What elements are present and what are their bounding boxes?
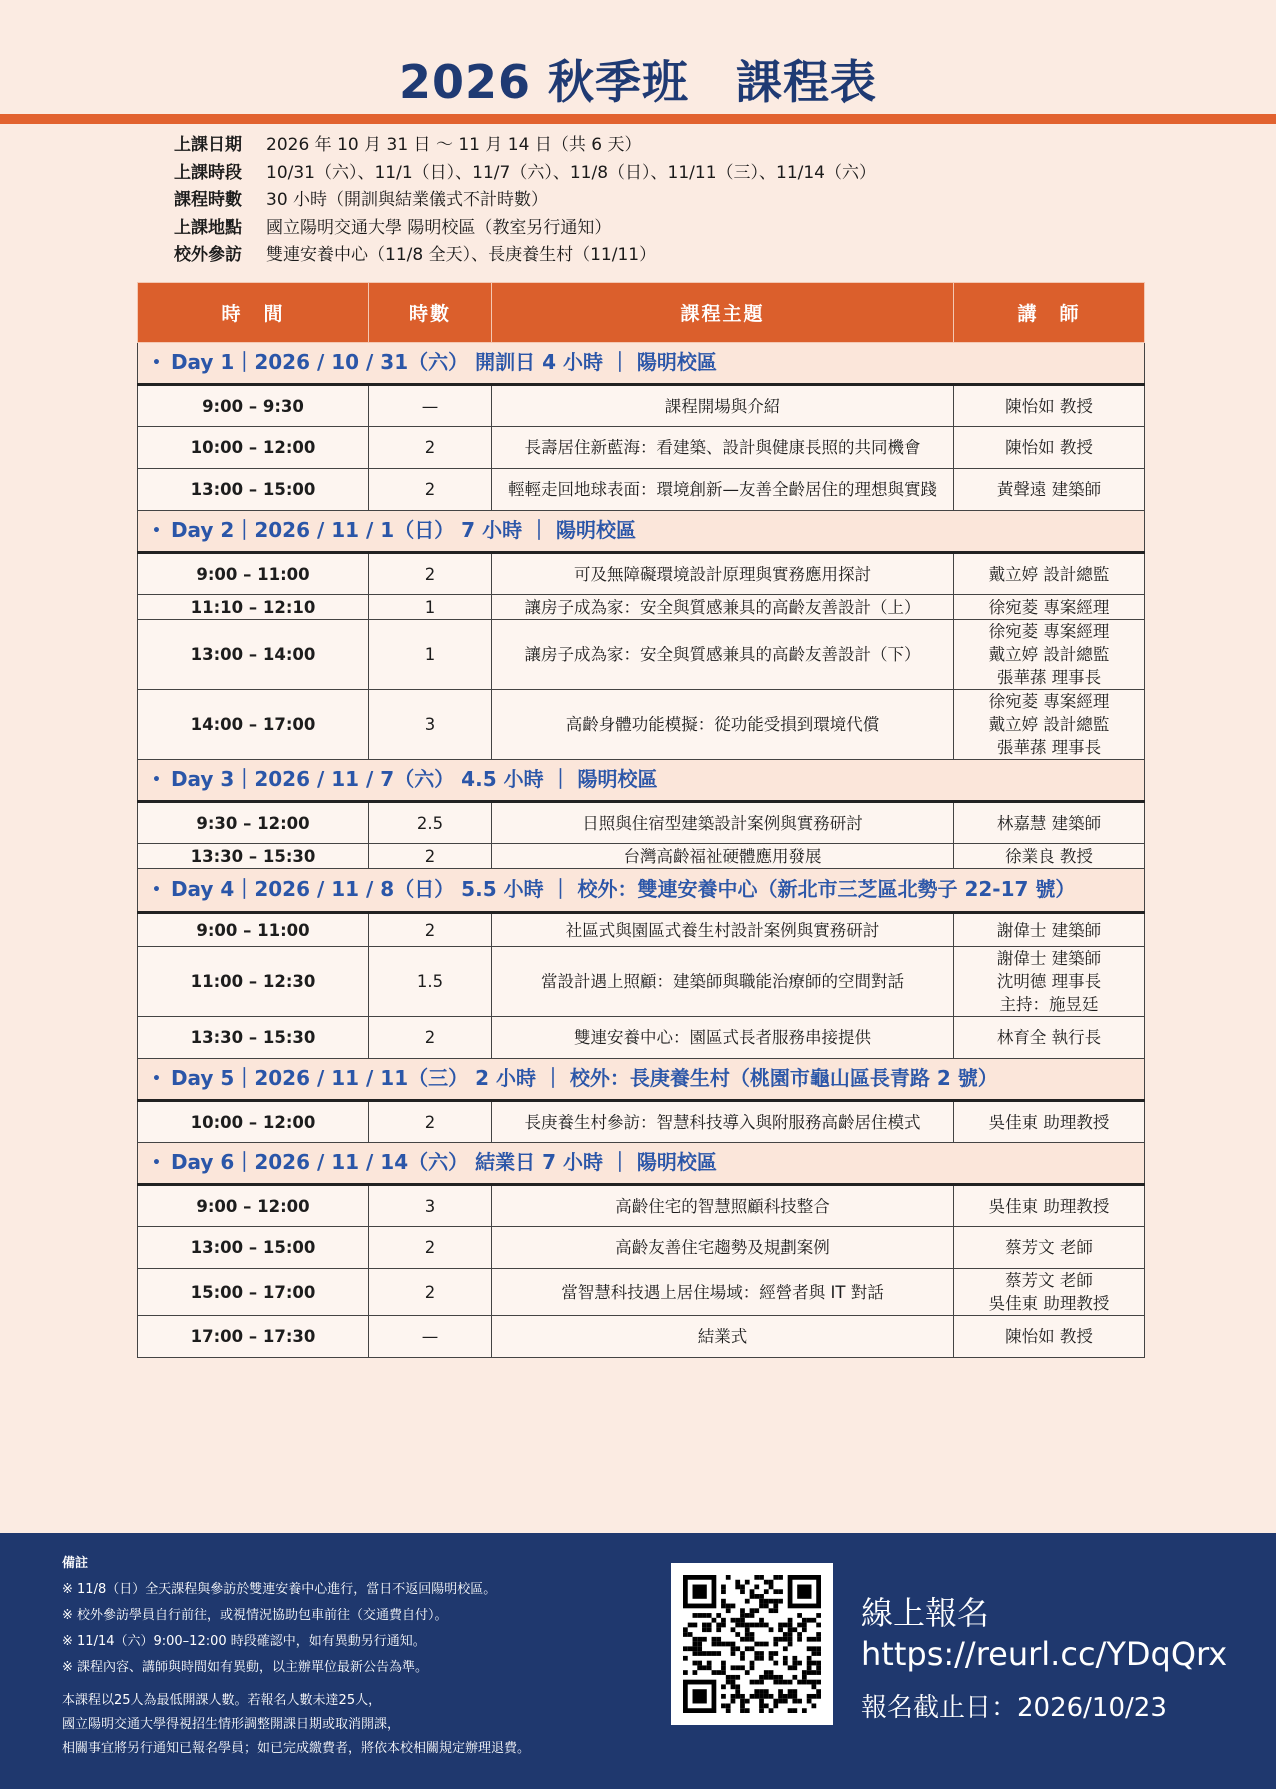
hours-cell: 3 — [369, 1185, 492, 1227]
day-header-row — [138, 343, 1145, 385]
teacher-name: 張華蓀 理事長 — [996, 668, 1102, 687]
teacher-cell — [954, 1017, 1145, 1059]
teacher-name: 徐宛菱 專案經理 — [988, 622, 1110, 641]
day-header — [138, 1059, 1145, 1101]
header-time: 時 間 — [138, 283, 369, 343]
teacher-name: 陳怡如 教授 — [1005, 1327, 1093, 1346]
teacher-cell — [954, 690, 1145, 760]
day-label: Day 1｜2026 / 10 / 31（六） 開訓日 4 小時 ｜ 陽明校區 — [170, 350, 717, 374]
teacher-name: 徐業良 教授 — [1005, 846, 1093, 866]
info-value: 雙連安養中心（11/8 全天）、長庚養生村（11/11） — [266, 245, 657, 265]
topic-cell: 台灣高齡福祉硬體應用發展 — [492, 844, 954, 869]
topic-cell: 長壽居住新藍海：看建築、設計與健康長照的共同機會 — [492, 427, 954, 469]
hours-cell: — — [369, 1316, 492, 1358]
topic-cell: 高齡住宅的智慧照顧科技整合 — [492, 1185, 954, 1227]
bullet-icon: • — [152, 1155, 161, 1171]
topic-cell: 讓房子成為家：安全與質感兼具的高齡友善設計（上） — [492, 595, 954, 620]
table-row — [138, 1316, 1145, 1358]
teacher-name: 徐宛菱 專案經理 — [988, 597, 1110, 617]
topic-cell: 讓房子成為家：安全與質感兼具的高齡友善設計（下） — [492, 620, 954, 690]
table-header-row — [138, 283, 1145, 343]
table-row — [138, 913, 1145, 947]
table-row — [138, 620, 1145, 690]
teacher-name: 吳佳東 助理教授 — [988, 1196, 1110, 1216]
title-divider — [0, 114, 1276, 124]
table-row — [138, 1185, 1145, 1227]
teacher-cell — [954, 1316, 1145, 1358]
teacher-cell — [954, 913, 1145, 947]
hours-cell: 2 — [369, 1227, 492, 1269]
hours-cell: 2 — [369, 427, 492, 469]
info-row — [174, 187, 876, 215]
teacher-cell — [954, 427, 1145, 469]
info-row — [174, 160, 876, 188]
table-row — [138, 802, 1145, 844]
topic-cell: 當設計遇上照顧：建築師與職能治療師的空間對話 — [492, 947, 954, 1017]
teacher-cell — [954, 1227, 1145, 1269]
table-row — [138, 1227, 1145, 1269]
teacher-cell — [954, 1101, 1145, 1143]
topic-cell: 長庚養生村參訪：智慧科技導入與附服務高齡居住模式 — [492, 1101, 954, 1143]
note-line: ※ 課程內容、講師與時間如有異動，以主辦單位最新公告為準。 — [62, 1660, 429, 1675]
schedule-table — [137, 282, 1145, 1358]
day-label: Day 5｜2026 / 11 / 11（三） 2 小時 ｜ 校外：長庚養生村（桃園市龜山區長青路 2 號） — [170, 1066, 998, 1090]
time-cell: 9:00 – 12:00 — [138, 1185, 369, 1227]
table-row — [138, 427, 1145, 469]
teacher-cell — [954, 620, 1145, 690]
day-label: Day 6｜2026 / 11 / 14（六） 結業日 7 小時 ｜ 陽明校區 — [170, 1150, 717, 1174]
topic-cell: 日照與住宿型建築設計案例與實務研討 — [492, 802, 954, 844]
teacher-cell — [954, 947, 1145, 1017]
time-cell: 13:00 – 15:00 — [138, 1227, 369, 1269]
info-key: 課程時數 — [174, 190, 242, 210]
table-row — [138, 690, 1145, 760]
hours-cell: 2 — [369, 1269, 492, 1316]
teacher-cell — [954, 1185, 1145, 1227]
day-header-row — [138, 1143, 1145, 1185]
teacher-name: 黃聲遠 建築師 — [996, 480, 1102, 499]
note-line: ※ 校外參訪學員自行前往，或視情況協助包車前往（交通費自付）。 — [62, 1608, 448, 1623]
teacher-cell — [954, 802, 1145, 844]
header-hours: 時數 — [369, 283, 492, 343]
hours-cell: 2 — [369, 913, 492, 947]
hours-cell: 2.5 — [369, 802, 492, 844]
teacher-name: 吳佳東 助理教授 — [988, 1294, 1110, 1313]
table-row — [138, 947, 1145, 1017]
info-key: 上課地點 — [174, 217, 242, 238]
info-value: 國立陽明交通大學 陽明校區（教室另行通知） — [266, 217, 612, 238]
teacher-cell — [954, 385, 1145, 427]
teacher-name: 林育全 執行長 — [996, 1028, 1102, 1047]
time-cell: 13:00 – 14:00 — [138, 620, 369, 690]
header-topic: 課程主題 — [492, 283, 954, 343]
register-deadline: 報名截止日：2026/10/23 — [861, 1693, 1167, 1723]
time-cell: 10:00 – 12:00 — [138, 427, 369, 469]
table-row — [138, 469, 1145, 511]
info-value: 10/31（六）、11/1（日）、11/7（六）、11/8（日）、11/11（三）、11/14（六） — [266, 162, 876, 183]
policy-line: 國立陽明交通大學得視招生情形調整開課日期或取消開課， — [62, 1717, 401, 1732]
qr-code[interactable] — [671, 1563, 833, 1725]
hours-cell: 2 — [369, 553, 492, 595]
teacher-name: 徐宛菱 專案經理 — [988, 692, 1110, 711]
hours-cell: — — [369, 385, 492, 427]
bullet-icon: • — [152, 882, 161, 898]
table-row — [138, 385, 1145, 427]
bullet-icon: • — [152, 772, 161, 788]
topic-cell: 可及無障礙環境設計原理與實務應用探討 — [492, 553, 954, 595]
table-row — [138, 553, 1145, 595]
hours-cell: 1 — [369, 620, 492, 690]
notes-block — [62, 1551, 530, 1761]
page-title: 2026 秋季班 課程表 — [398, 55, 878, 109]
time-cell: 13:30 – 15:30 — [138, 844, 369, 869]
day-label: Day 3｜2026 / 11 / 7（六） 4.5 小時 ｜ 陽明校區 — [170, 767, 658, 791]
teacher-cell — [954, 469, 1145, 511]
register-title: 線上報名 — [861, 1594, 990, 1632]
bullet-icon: • — [152, 355, 161, 371]
table-row — [138, 844, 1145, 869]
topic-cell: 課程開場與介紹 — [492, 385, 954, 427]
hours-cell: 2 — [369, 844, 492, 869]
header-teacher: 講 師 — [954, 283, 1145, 343]
time-cell: 9:30 – 12:00 — [138, 802, 369, 844]
time-cell: 13:00 – 15:00 — [138, 469, 369, 511]
hours-cell: 2 — [369, 1017, 492, 1059]
topic-cell: 社區式與園區式養生村設計案例與實務研討 — [492, 913, 954, 947]
info-key: 校外參訪 — [174, 245, 242, 265]
teacher-cell — [954, 1269, 1145, 1316]
time-cell: 11:10 – 12:10 — [138, 595, 369, 620]
info-row — [174, 242, 876, 270]
topic-cell: 當智慧科技遇上居住場域：經營者與 IT 對話 — [492, 1269, 954, 1316]
qr-code-icon — [683, 1575, 821, 1713]
teacher-name: 蔡芳文 老師 — [1005, 1238, 1093, 1257]
topic-cell: 雙連安養中心：園區式長者服務串接提供 — [492, 1017, 954, 1059]
policy-line: 相關事宜將另行通知已報名學員；如已完成繳費者，將依本校相關規定辦理退費。 — [62, 1741, 531, 1756]
hours-cell: 1.5 — [369, 947, 492, 1017]
time-cell: 9:00 – 11:00 — [138, 913, 369, 947]
day-header — [138, 343, 1145, 385]
time-cell: 17:00 – 17:30 — [138, 1316, 369, 1358]
policy-line: 本課程以25人為最低開課人數。若報名人數未達25人， — [62, 1693, 382, 1708]
info-row — [174, 215, 876, 243]
topic-cell: 高齡友善住宅趨勢及規劃案例 — [492, 1227, 954, 1269]
teacher-name: 戴立婷 設計總監 — [988, 645, 1110, 664]
teacher-cell — [954, 595, 1145, 620]
topic-cell: 輕輕走回地球表面：環境創新—友善全齡居住的理想與實踐 — [492, 469, 954, 511]
day-header-row — [138, 1059, 1145, 1101]
teacher-name: 張華蓀 理事長 — [996, 738, 1102, 757]
time-cell: 11:00 – 12:30 — [138, 947, 369, 1017]
teacher-cell — [954, 844, 1145, 869]
teacher-name: 陳怡如 教授 — [1005, 396, 1093, 416]
day-label: Day 4｜2026 / 11 / 8（日） 5.5 小時 ｜ 校外：雙連安養中心（新北市三芝區北勢子 22-17 號） — [170, 877, 1076, 901]
time-cell: 15:00 – 17:00 — [138, 1269, 369, 1316]
time-cell: 9:00 – 9:30 — [138, 385, 369, 427]
table-row — [138, 1269, 1145, 1316]
info-value: 30 小時（開訓與結業儀式不計時數） — [266, 190, 549, 210]
teacher-name: 戴立婷 設計總監 — [988, 715, 1110, 734]
table-row — [138, 595, 1145, 620]
teacher-name: 林嘉慧 建築師 — [996, 813, 1102, 833]
teacher-cell — [954, 553, 1145, 595]
day-header — [138, 1143, 1145, 1185]
time-cell: 9:00 – 11:00 — [138, 553, 369, 595]
teacher-name: 謝偉士 建築師 — [996, 920, 1102, 940]
teacher-name: 主持：施昱廷 — [999, 995, 1099, 1014]
teacher-name: 蔡芳文 老師 — [1005, 1271, 1093, 1290]
topic-cell: 高齡身體功能模擬：從功能受損到環境代償 — [492, 690, 954, 760]
teacher-name: 沈明德 理事長 — [996, 972, 1102, 991]
day-label: Day 2｜2026 / 11 / 1（日） 7 小時 ｜ 陽明校區 — [170, 518, 636, 542]
note-line: ※ 11/8（日）全天課程與參訪於雙連安養中心進行，當日不返回陽明校區。 — [62, 1582, 497, 1597]
teacher-name: 陳怡如 教授 — [1005, 438, 1093, 457]
info-key: 上課日期 — [174, 135, 242, 155]
hours-cell: 2 — [369, 1101, 492, 1143]
bullet-icon: • — [152, 523, 161, 539]
bullet-icon: • — [152, 1071, 161, 1087]
hours-cell: 3 — [369, 690, 492, 760]
teacher-name: 謝偉士 建築師 — [996, 949, 1102, 968]
teacher-name: 吳佳東 助理教授 — [988, 1112, 1110, 1132]
topic-cell: 結業式 — [492, 1316, 954, 1358]
teacher-name: 戴立婷 設計總監 — [988, 564, 1110, 584]
day-header-row — [138, 869, 1145, 913]
time-cell: 13:30 – 15:30 — [138, 1017, 369, 1059]
hours-cell: 2 — [369, 469, 492, 511]
info-row — [174, 132, 876, 160]
note-line: ※ 11/14（六）9:00–12:00 時段確認中，如有異動另行通知。 — [62, 1634, 426, 1649]
footer — [0, 1533, 1276, 1789]
register-link[interactable]: https://reurl.cc/YDqQrx — [861, 1635, 1228, 1673]
day-header — [138, 869, 1145, 913]
notes-label: 備註 — [62, 1556, 89, 1571]
hours-cell: 1 — [369, 595, 492, 620]
time-cell: 14:00 – 17:00 — [138, 690, 369, 760]
course-info — [174, 132, 876, 270]
info-value: 2026 年 10 月 31 日 ～ 11 月 14 日（共 6 天） — [266, 135, 642, 155]
time-cell: 10:00 – 12:00 — [138, 1101, 369, 1143]
info-key: 上課時段 — [174, 162, 242, 183]
table-row — [138, 1017, 1145, 1059]
table-row — [138, 1101, 1145, 1143]
day-header — [138, 760, 1145, 802]
day-header-row — [138, 760, 1145, 802]
day-header-row — [138, 511, 1145, 553]
day-header — [138, 511, 1145, 553]
